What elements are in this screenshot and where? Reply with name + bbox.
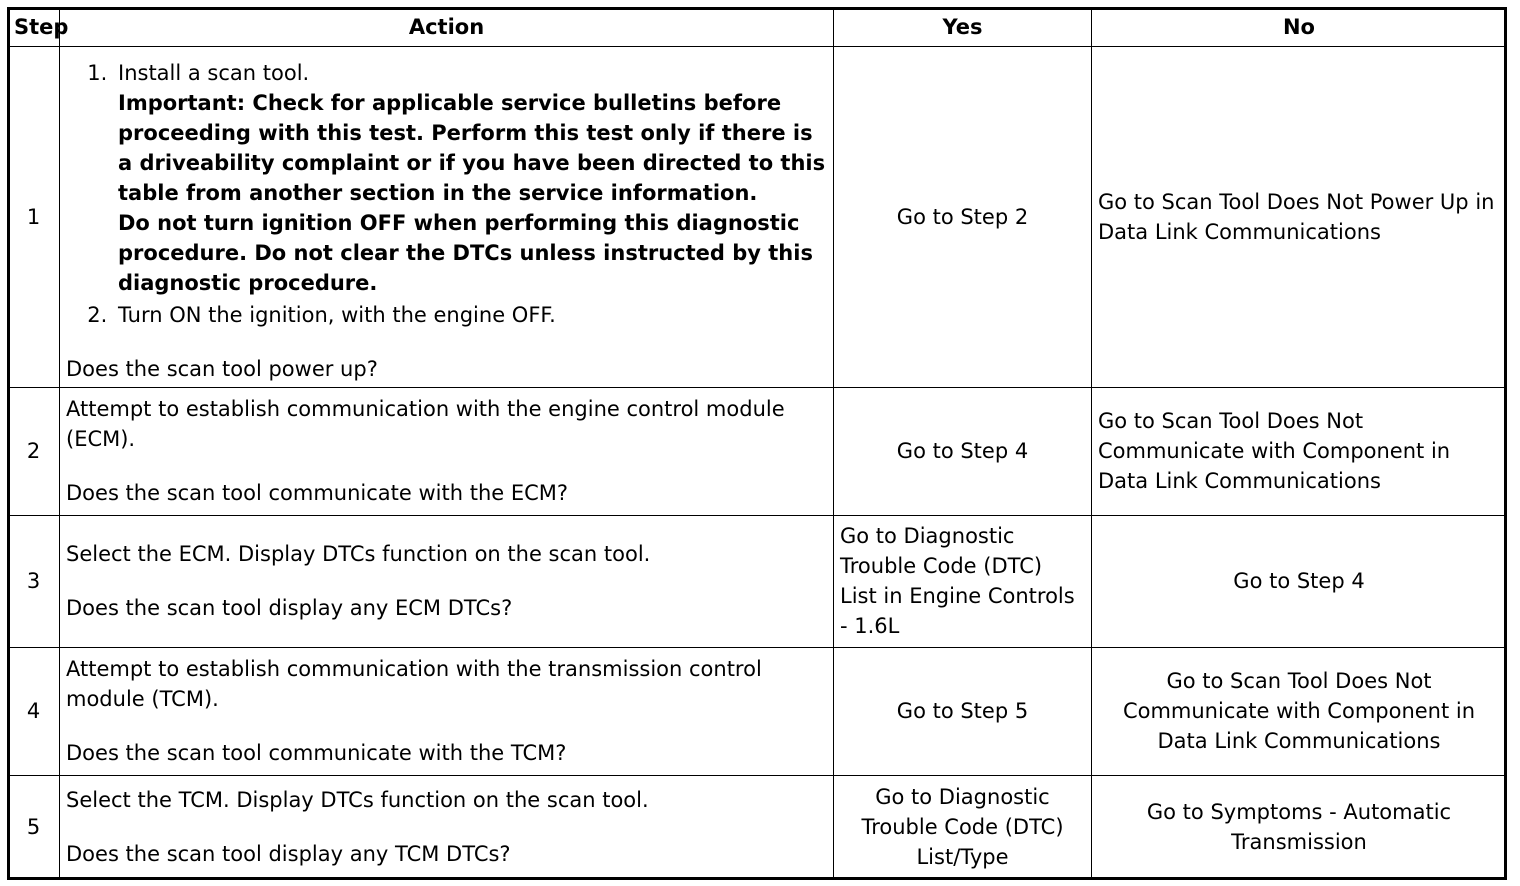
header-yes: Yes [834, 8, 1092, 47]
important-note: Important: Check for applicable service bulletins before proceeding with this test. Perform this test only if there is a driveability complaint or if you have been directed to this table from another section in the service information. [118, 91, 826, 206]
action-text: Attempt to establish communication with the engine control module (ECM). [66, 397, 785, 452]
action-text: Attempt to establish communication with the transmission control module (TCM). [66, 657, 762, 712]
header-step: Step [8, 8, 60, 47]
table-outer-border [7, 7, 1507, 880]
step-number: 1 [8, 47, 60, 388]
no-cell: Go to Symptoms - Automatic Transmission [1092, 775, 1507, 879]
action-text: Select the ECM. Display DTCs function on the scan tool. [66, 542, 651, 567]
step-instruction: Turn ON the ignition, with the engine OFF. [118, 303, 556, 328]
yes-cell: Go to Step 4 [834, 388, 1092, 515]
step-number: 5 [8, 775, 60, 879]
no-cell: Go to Scan Tool Does Not Communicate with Component in Data Link Communications [1092, 648, 1507, 775]
step-instruction: 1. Install a scan tool. [118, 61, 310, 86]
header-action: Action [60, 8, 834, 47]
yes-cell: Go to Diagnostic Trouble Code (DTC) List in Engine Controls - 1.6L [834, 515, 1092, 647]
no-cell: Go to Scan Tool Does Not Power Up in Data Link Communications [1092, 47, 1507, 388]
no-cell: Go to Scan Tool Does Not Communicate with Component in Data Link Communications [1092, 388, 1507, 515]
step-number: 4 [8, 648, 60, 775]
yes-cell: Go to Step 2 [834, 47, 1092, 388]
important-note: Do not turn ignition OFF when performing this diagnostic procedure. Do not clear the DTCs unless instructed by this diagnostic procedure. [118, 211, 813, 296]
action-question: Does the scan tool display any ECM DTCs? [66, 596, 513, 621]
step-number: 2 [8, 388, 60, 515]
yes-cell: Go to Diagnostic Trouble Code (DTC) List/Type [834, 775, 1092, 879]
action-text: Select the TCM. Display DTCs function on the scan tool. [66, 788, 649, 813]
action-question: Does the scan tool power up? [66, 357, 378, 382]
header-no: No [1092, 8, 1507, 47]
no-cell: Go to Step 4 [1092, 515, 1507, 647]
step-number: 3 [8, 515, 60, 647]
yes-cell: Go to Step 5 [834, 648, 1092, 775]
action-question: Does the scan tool communicate with the TCM? [66, 741, 567, 766]
action-question: Does the scan tool display any TCM DTCs? [66, 842, 511, 867]
action-question: Does the scan tool communicate with the ECM? [66, 481, 569, 506]
